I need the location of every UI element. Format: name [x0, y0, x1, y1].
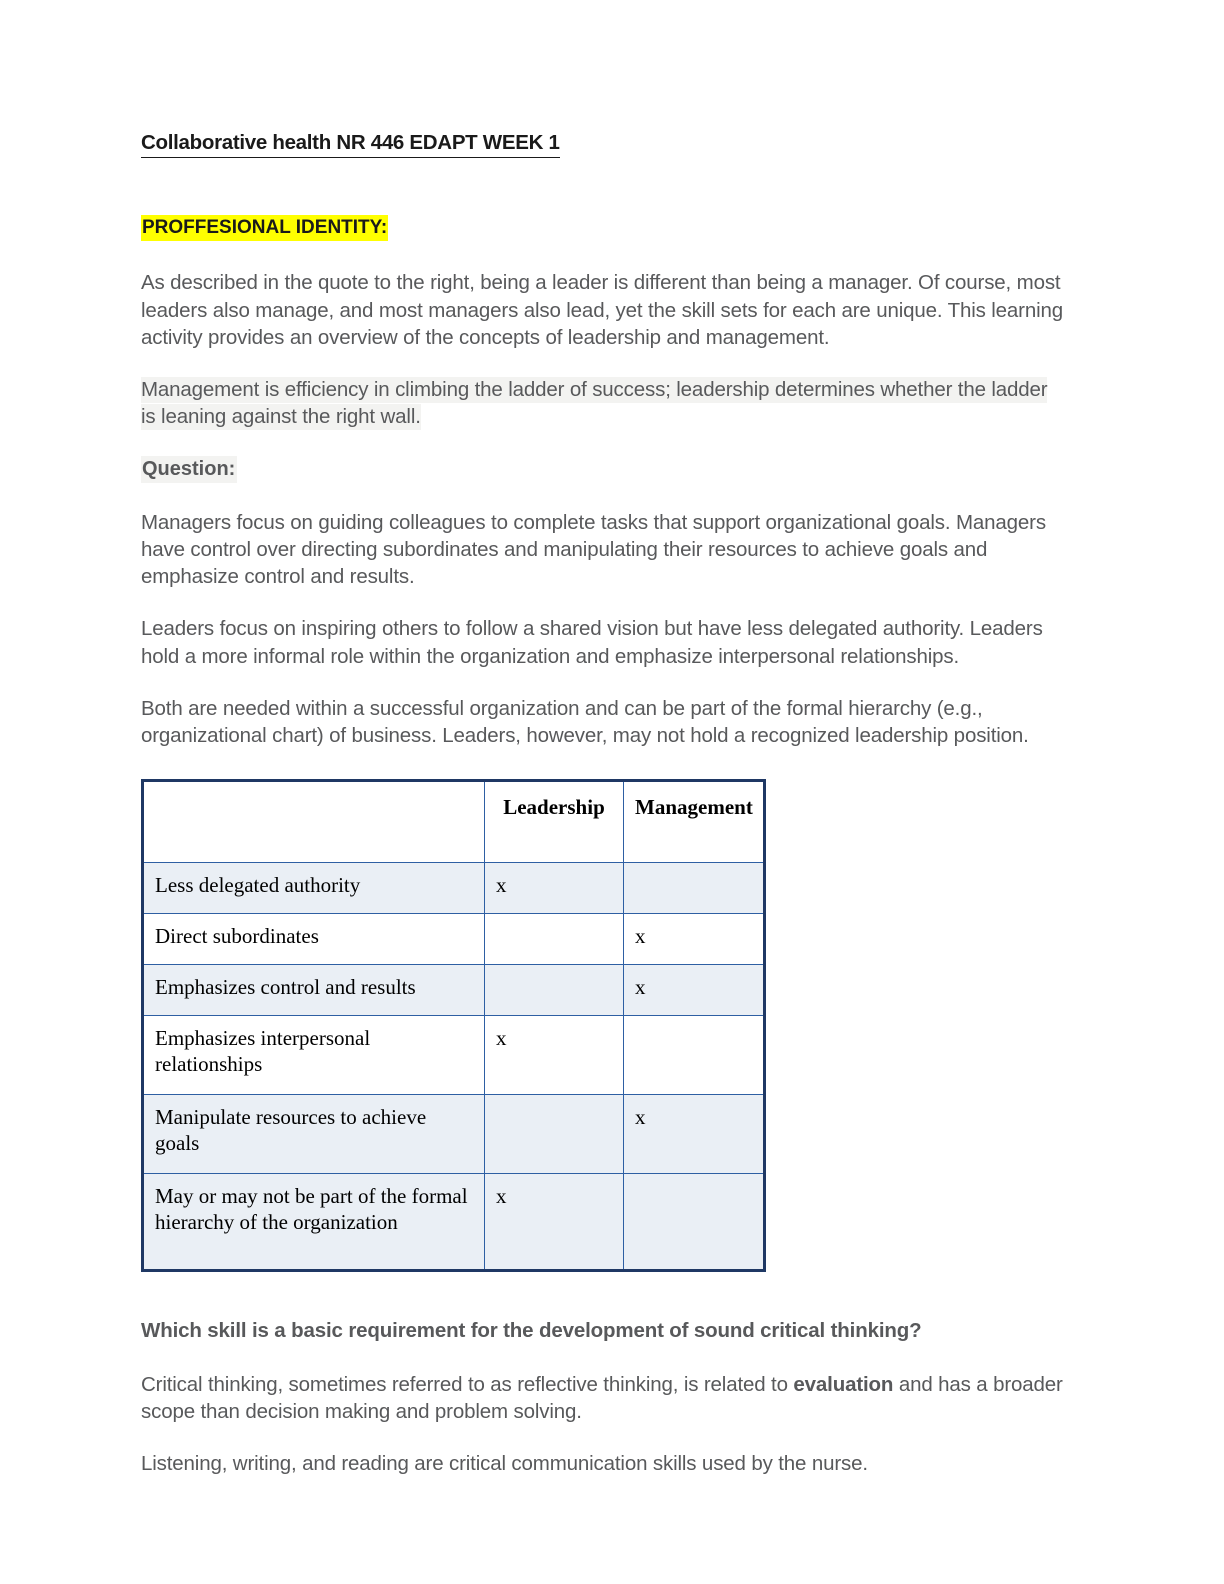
row-label: Manipulate resources to achieve goals	[143, 1095, 485, 1174]
row-leadership-mark: x	[485, 1174, 624, 1271]
table-header-management: Management	[624, 781, 765, 863]
row-leadership-mark: x	[485, 863, 624, 914]
row-label: Emphasizes control and results	[143, 965, 485, 1016]
critical-thinking-question: Which skill is a basic requirement for the development of sound critical thinking?	[141, 1319, 922, 1343]
paragraph-closing: Listening, writing, and reading are critical communication skills used by the nurse.	[141, 1452, 868, 1476]
table-row	[143, 914, 765, 965]
paragraph-quote	[141, 376, 1063, 431]
row-management-mark: x	[624, 965, 765, 1016]
leadership-management-table	[141, 779, 766, 1272]
row-label: Emphasizes interpersonal relationships	[143, 1016, 485, 1095]
row-management-mark	[624, 1016, 765, 1095]
table-row	[143, 1016, 765, 1095]
answer-text-part2: and has a broader scope than decision making and problem solving.	[141, 1372, 1063, 1424]
paragraph-both: Both are needed within a successful organization and can be part of the formal hierarchy (e.g., organizational chart) of business. Leaders, however, may not hold a recognized leadership position.	[141, 696, 1029, 748]
paragraph-critical-thinking	[141, 1371, 1063, 1426]
title-wrapper	[141, 131, 1063, 188]
section-heading-highlight: PROFFESIONAL IDENTITY:	[141, 215, 388, 241]
bottom-section	[141, 1318, 1063, 1477]
answer-emphasis: evaluation	[793, 1372, 894, 1396]
row-management-mark: x	[624, 914, 765, 965]
row-leadership-mark	[485, 965, 624, 1016]
answer-text-part1: Critical thinking, sometimes referred to as reflective thinking, is related to	[141, 1372, 794, 1396]
table-row	[143, 863, 765, 914]
table-header-blank	[143, 781, 485, 863]
page-title: Collaborative health NR 446 EDAPT WEEK 1	[141, 131, 560, 158]
row-label: Direct subordinates	[143, 914, 485, 965]
question-label	[141, 456, 1063, 482]
row-leadership-mark: x	[485, 1016, 624, 1095]
quote-highlight: Management is efficiency in climbing the ladder of success; leadership determines whether the ladder is leaning against the right wall.	[141, 378, 1048, 429]
table-body	[143, 863, 765, 1271]
row-management-mark	[624, 863, 765, 914]
paragraph-intro: As described in the quote to the right, being a leader is different than being a manager. Of course, most leaders also manage, and most managers also lead, yet the skill sets for each are unique. This learning activity provides an overview of the concepts of leadership and management.	[141, 271, 1064, 349]
table-header-leadership: Leadership	[485, 781, 624, 863]
table-row	[143, 1095, 765, 1174]
table-header-row	[143, 781, 765, 863]
question-label-highlight: Question:	[141, 456, 237, 483]
row-leadership-mark	[485, 914, 624, 965]
paragraph-leaders: Leaders focus on inspiring others to follow a shared vision but have less delegated authority. Leaders hold a more informal role within the organization and emphasize interpersonal relationships.	[141, 617, 1043, 668]
comparison-table-wrapper	[141, 779, 1063, 1272]
table-header	[143, 781, 765, 863]
row-label: May or may not be part of the formal hierarchy of the organization	[143, 1174, 485, 1271]
row-leadership-mark	[485, 1095, 624, 1174]
table-row	[143, 965, 765, 1016]
paragraph-managers: Managers focus on guiding colleagues to complete tasks that support organizational goals. Managers have control over directing subordinates and manipulating their resources to achieve goals and emphasize control and results.	[141, 510, 1046, 589]
row-management-mark: x	[624, 1095, 765, 1174]
row-label: Less delegated authority	[143, 863, 485, 914]
document-content	[141, 131, 1063, 1503]
section-heading	[141, 216, 1063, 240]
table-row	[143, 1174, 765, 1271]
row-management-mark	[624, 1174, 765, 1271]
